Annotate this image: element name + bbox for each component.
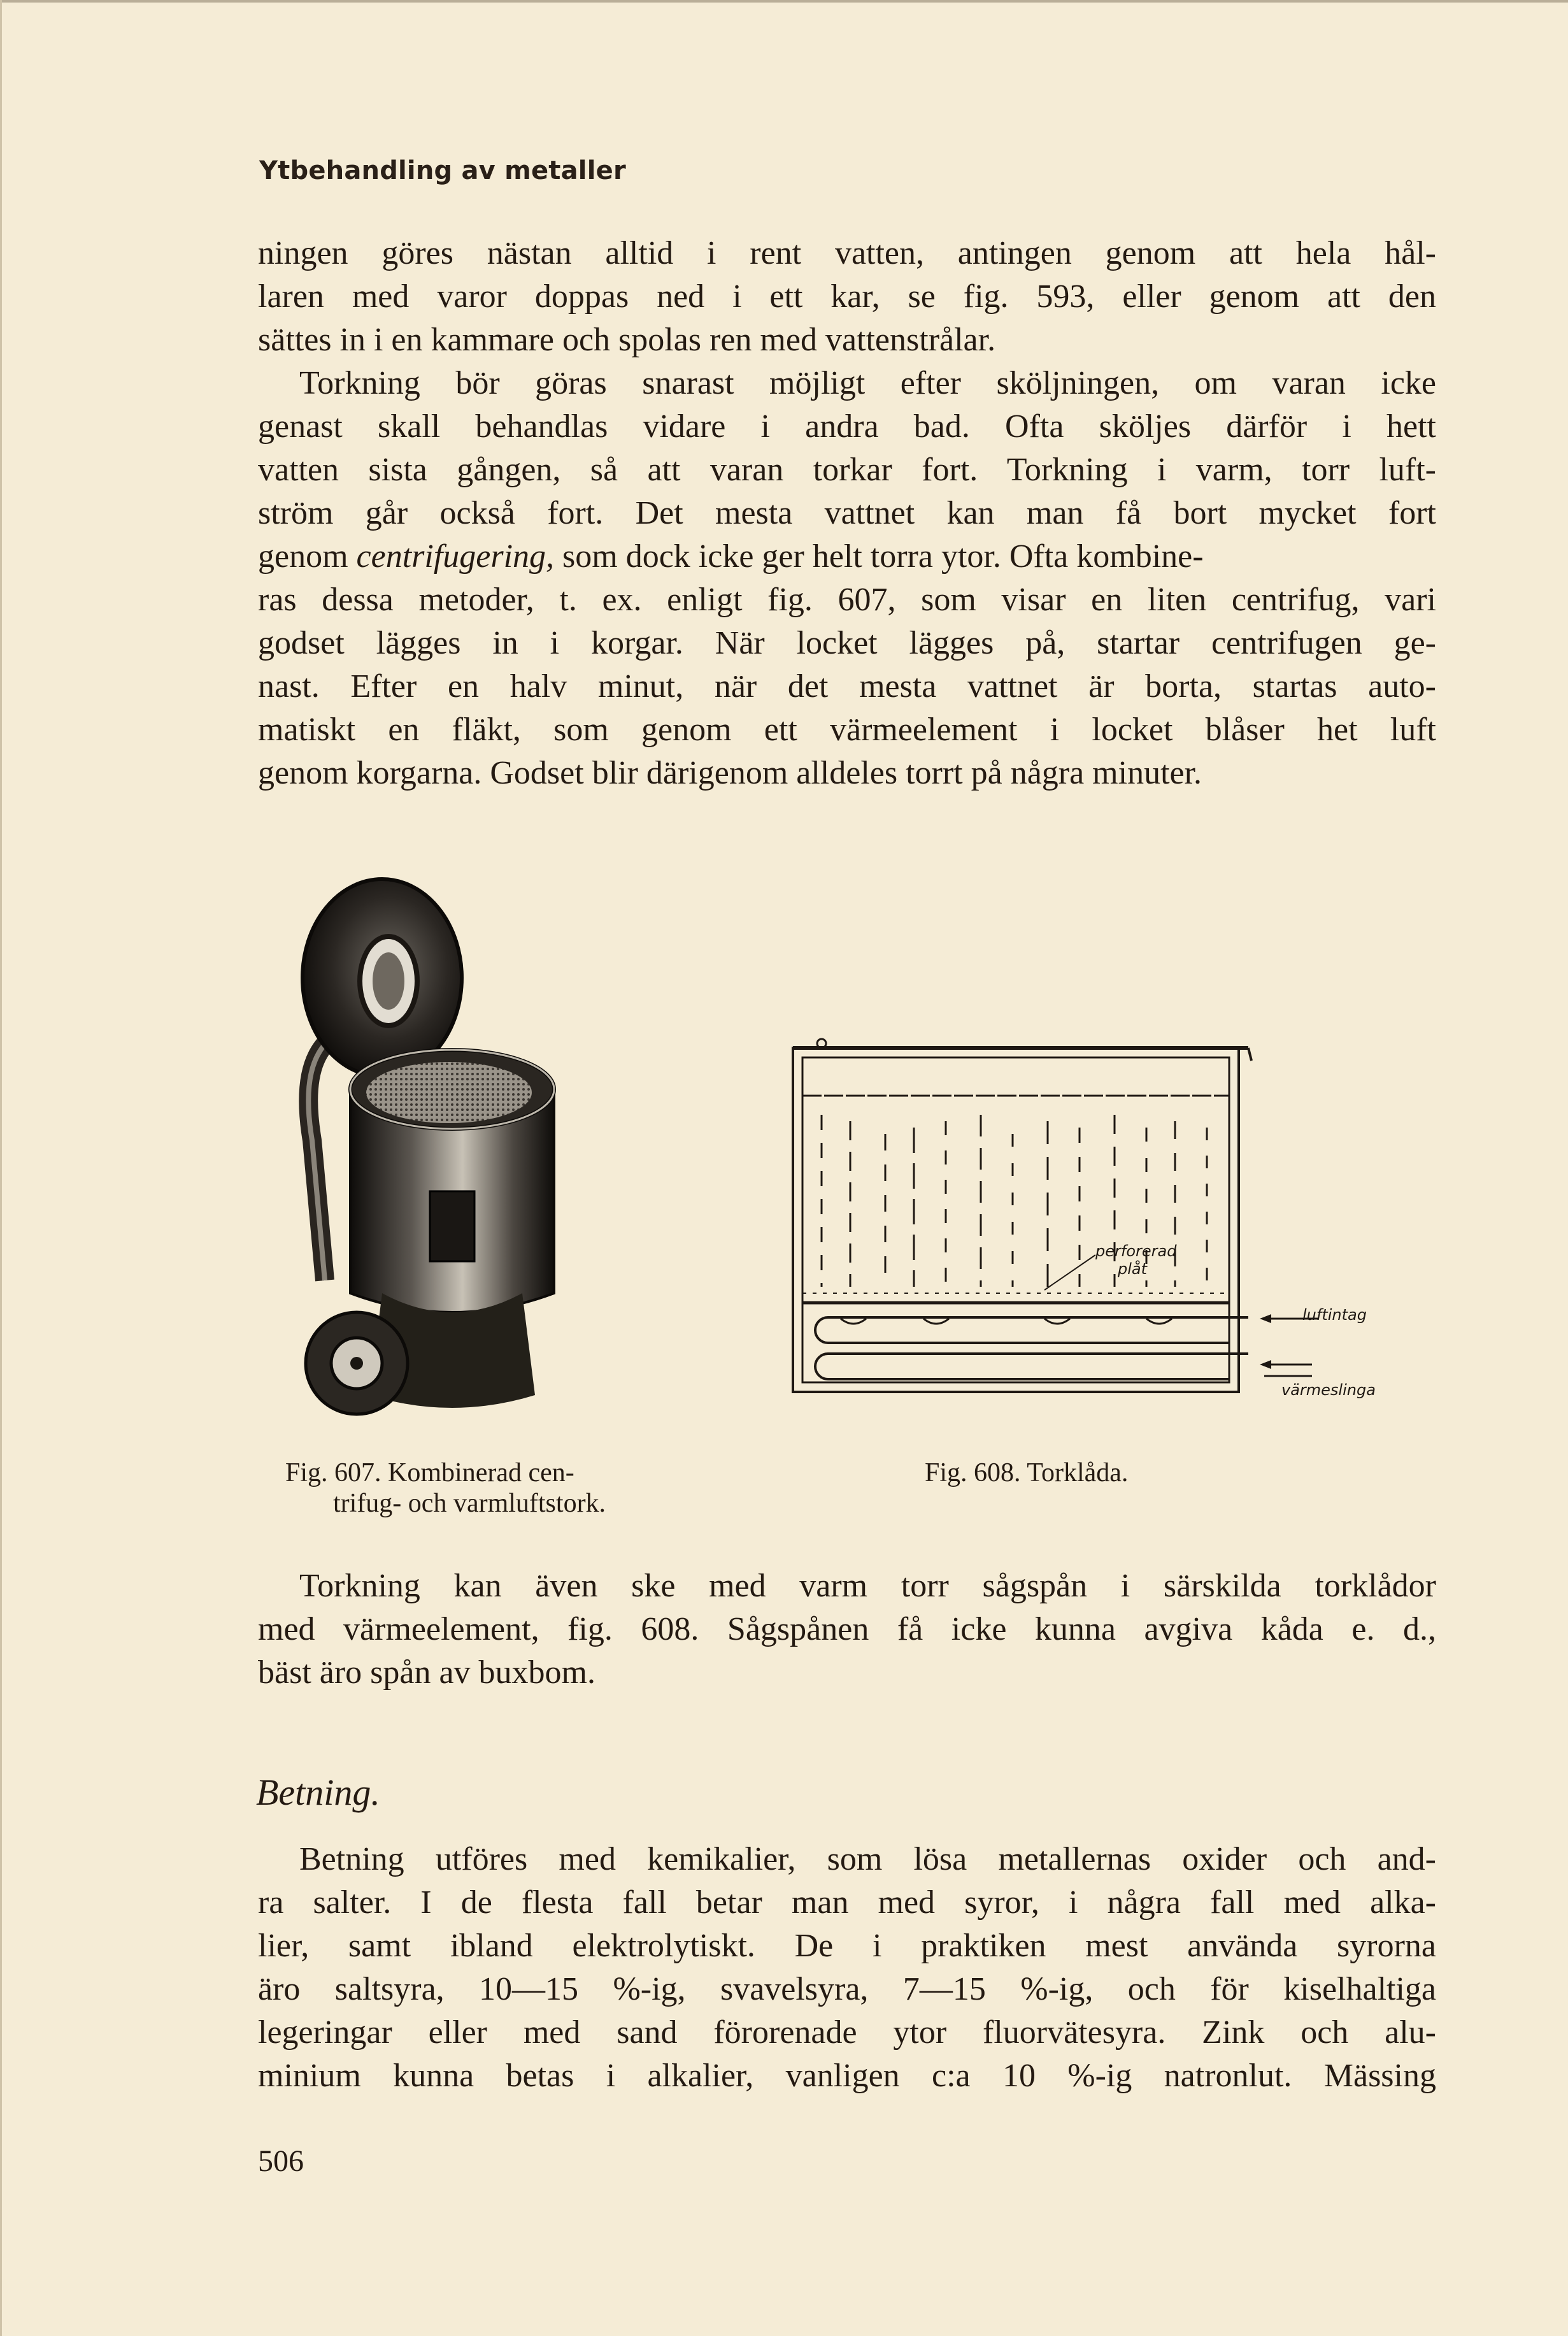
page-number: 506 [258, 2144, 304, 2178]
italic-term: centrifugering, [356, 538, 555, 575]
figure-607-caption [285, 1458, 606, 1519]
figure-608-drying-box-diagram [790, 1032, 1427, 1401]
text-line: Torkning kan även ske med varm torr sågspån i särskilda torklådor [299, 1568, 1436, 1604]
figure-608-caption: Fig. 608. Torklåda. [925, 1458, 1129, 1487]
text-line: ström går också fort. Det mesta vattnet kan man få bort mycket fort [258, 495, 1436, 531]
label-perforated-line1: perforerad [1095, 1242, 1177, 1260]
text-line: ra salter. I de flesta fall betar man med syror, i några fall med alka- [258, 1884, 1436, 1921]
text-line: godset lägges in i korgar. När locket lägges på, startar centrifugen ge- [258, 625, 1436, 661]
text-line: Betning utföres med kemikalier, som lösa metallernas oxider och and- [299, 1841, 1436, 1877]
text-line: laren med varor doppas ned i ett kar, se fig. 593, eller genom att den [258, 278, 1436, 315]
label-air-intake: luftintag [1302, 1306, 1367, 1324]
section-heading: Betning. [256, 1772, 380, 1813]
text-line: lier, samt ibland elektrolytiskt. De i praktiken mest använda syrorna [258, 1928, 1436, 1964]
text-line: ningen göres nästan alltid i rent vatten, antingen genom att hela hål- [258, 235, 1436, 271]
text-line: matiskt en fläkt, som genom ett värmeelement i locket blåser het luft [258, 712, 1436, 748]
text-line: vatten sista gången, så att varan torkar fort. Torkning i varm, torr luft- [258, 452, 1436, 488]
text-span: som dock icke ger helt torra ytor. Ofta kombine- [554, 538, 1204, 575]
text-line: bäst äro spån av buxbom. [258, 1654, 596, 1691]
figure-607-centrifuge-illustration [287, 873, 643, 1446]
text-line: genast skall behandlas vidare i andra bad. Ofta sköljes därför i hett [258, 408, 1436, 445]
page-edge-left [0, 0, 2, 2336]
running-head: Ytbehandling av metaller [259, 156, 626, 185]
text-line: genom korgarna. Godset blir därigenom alldeles torrt på några minuter. [258, 755, 1202, 791]
text-line: sättes in i en kammare och spolas ren med vattenstrålar. [258, 322, 996, 358]
text-line: nast. Efter en halv minut, när det mesta vattnet är borta, startas auto- [258, 668, 1436, 705]
caption-line: trifug- och varmluftstork. [333, 1489, 606, 1518]
text-line: med värmeelement, fig. 608. Sågspånen få icke kunna avgiva kåda e. d., [258, 1611, 1436, 1647]
text-line: äro saltsyra, 10—15 %-ig, svavelsyra, 7—15 %-ig, och för kiselhaltiga [258, 1971, 1436, 2007]
paragraph-1 [258, 232, 1436, 362]
paragraph-3 [258, 1565, 1436, 1695]
text-line: minium kunna betas i alkalier, vanligen c:a 10 %-ig natronlut. Mässing [258, 2058, 1436, 2094]
page-edge-top [0, 0, 1568, 3]
paragraph-2 [258, 362, 1436, 795]
text-line [258, 535, 1436, 578]
caption-line: Fig. 607. Kombinerad cen- [285, 1458, 574, 1487]
text-line: ras dessa metoder, t. ex. enligt fig. 607, som visar en liten centrifug, vari [258, 582, 1436, 618]
label-perforated-line2: plåt [1118, 1260, 1148, 1278]
paragraph-4 [258, 1838, 1436, 2098]
text-line: Torkning bör göras snarast möjligt efter sköljningen, om varan icke [299, 365, 1436, 401]
text-span: genom [258, 538, 357, 575]
label-heating-coil: värmeslinga [1281, 1381, 1376, 1399]
text-line: legeringar eller med sand förorenade ytor fluorvätesyra. Zink och alu- [258, 2014, 1436, 2051]
